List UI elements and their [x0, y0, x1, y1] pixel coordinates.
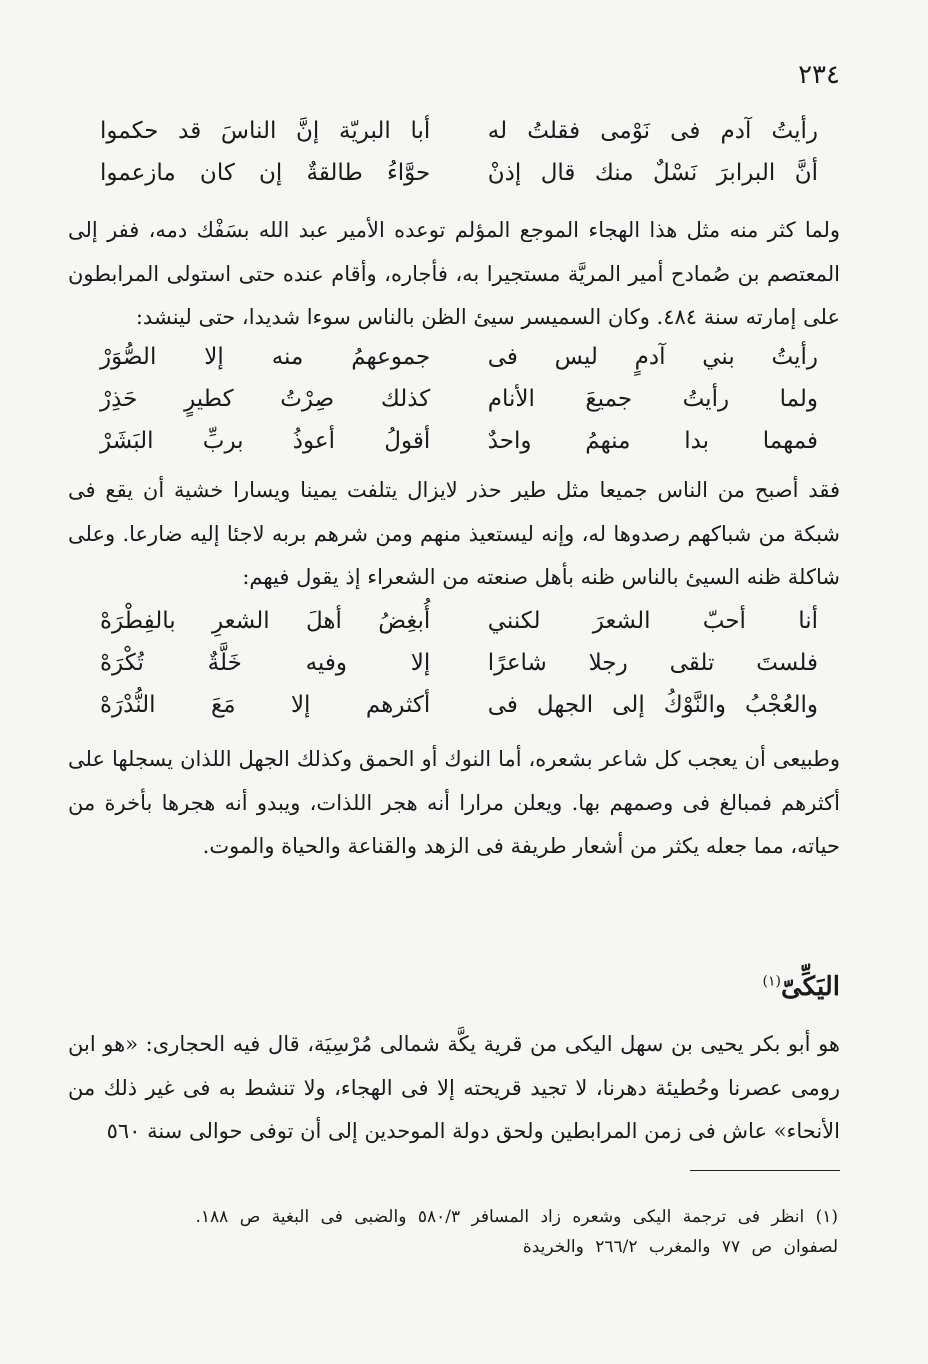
hemistich-second: جموعهمُ منه إلا الصُّوَرْ: [100, 344, 431, 370]
hemistich-second: إلا وفيه خَلَّةٌ تُكْرَهْ: [100, 650, 431, 676]
verse: [100, 110, 818, 152]
footnote-divider: [690, 1170, 840, 1171]
poem-3: [100, 600, 818, 726]
verse: [100, 336, 818, 378]
poem-1: [100, 110, 818, 194]
hemistich-second: أُبغِضُ أهلَ الشعرِ بالفِطْرَهْ: [100, 608, 431, 634]
hemistich-first: والعُجْبُ والنَّوْكُ إلى الجهل فى: [487, 692, 818, 718]
paragraph: ولما كثر منه مثل هذا الهجاء الموجع المؤلم توعده الأمير عبد الله بسَفْك دمه، ففر إلى المعتصم بن صُمادح أمير المريَّة مستجيرا به، فأجاره، وأقام عنده حتى استولى المرابطون على إمارته سنة ٤٨٤. وكان السميسر سيئ الظن بالناس سوءا شديدا، حتى لينشد:: [68, 218, 840, 329]
hemistich-second: أبا البريّة إنَّ الناسَ قد حكموا: [100, 118, 431, 144]
section-title: اليَكِّىّ: [780, 972, 840, 1002]
hemistich-first: فمهما بدا منهمُ واحدٌ: [487, 428, 818, 454]
verse: [100, 642, 818, 684]
paragraph: فقد أصبح من الناس جميعا مثل طير حذر لايزال يتلفت يمينا ويسارا خشية أن يقع فى شبكة من شباكهم رصدوها له، وإنه ليستعيذ منهم ومن شرهم بربه لاجئا إليه ضارعا. وعلى شاكلة ظنه السيئ بالناس ظنه بأهل صنعته من الشعراء إذ يقول فيهم:: [68, 478, 840, 589]
hemistich-first: أنا أحبّ الشعرَ لكنني: [487, 608, 818, 634]
paragraph: هو أبو بكر يحيى بن سهل اليكى من قرية يكَّة شمالى مُرْسِيَة، قال فيه الحجارى: «هو ابن رومى عصرنا وحُطيئة دهرنا، لا تجيد قريحته إلا فى الهجاء، ولا تنشط به فى غير ذلك من الأنحاء» عاش فى زمن المرابطين ولحق دولة الموحدين إلى أن توفى حوالى سنة ٥٦٠: [68, 1032, 840, 1143]
hemistich-first: رأيتُ آدم فى نَوْمى فقلتُ له: [487, 118, 818, 144]
section-heading: [763, 972, 841, 1002]
footnote-reference: (١): [762, 973, 781, 990]
verse: [100, 378, 818, 420]
hemistich-second: كذلك صِرْتُ كطيرٍ حَذِرْ: [100, 386, 431, 412]
hemistich-first: ولما رأيتُ جميعَ الأنام: [487, 386, 818, 412]
poem-2: [100, 336, 818, 462]
verse: [100, 600, 818, 642]
paragraph: وطبيعى أن يعجب كل شاعر بشعره، أما النوك أو الحمق وكذلك الجهل اللذان يسجلها على أكثرهم فمبالغ فى وصمهم بها. ويعلن مرارا أنه هجر اللذات، ويبدو أنه هجرها بأخرة من حياته، مما جعله يكثر من أشعار طريفة فى الزهد والقناعة والحياة والموت.: [68, 747, 840, 858]
hemistich-second: أكثرهم إلا مَعَ النُّدْرَهْ: [100, 692, 431, 718]
page-number: ٢٣٤: [798, 60, 840, 90]
verse: [100, 420, 818, 462]
hemistich-first: رأيتُ بني آدمٍ ليس فى: [487, 344, 818, 370]
verse: [100, 684, 818, 726]
footnote: (١) انظر فى ترجمة اليكى وشعره زاد المسافر ٥٨٠/٣ والضبى فى البغية ص ١٨٨. لصفوان ص ٧٧ والمغرب ٢٦٦/٢ والخريدة: [195, 1207, 838, 1257]
hemistich-first: فلستَ تلقى رجلا شاعرًا: [487, 650, 818, 676]
verse: [100, 152, 818, 194]
hemistich-second: حوَّاءُ طالقةٌ إن كان مازعموا: [100, 160, 431, 186]
hemistich-first: أنَّ البرابرَ نَسْلٌ منك قال إذنْ: [487, 160, 818, 186]
hemistich-second: أقولُ أعوذُ بربِّ البَشَرْ: [100, 428, 431, 454]
